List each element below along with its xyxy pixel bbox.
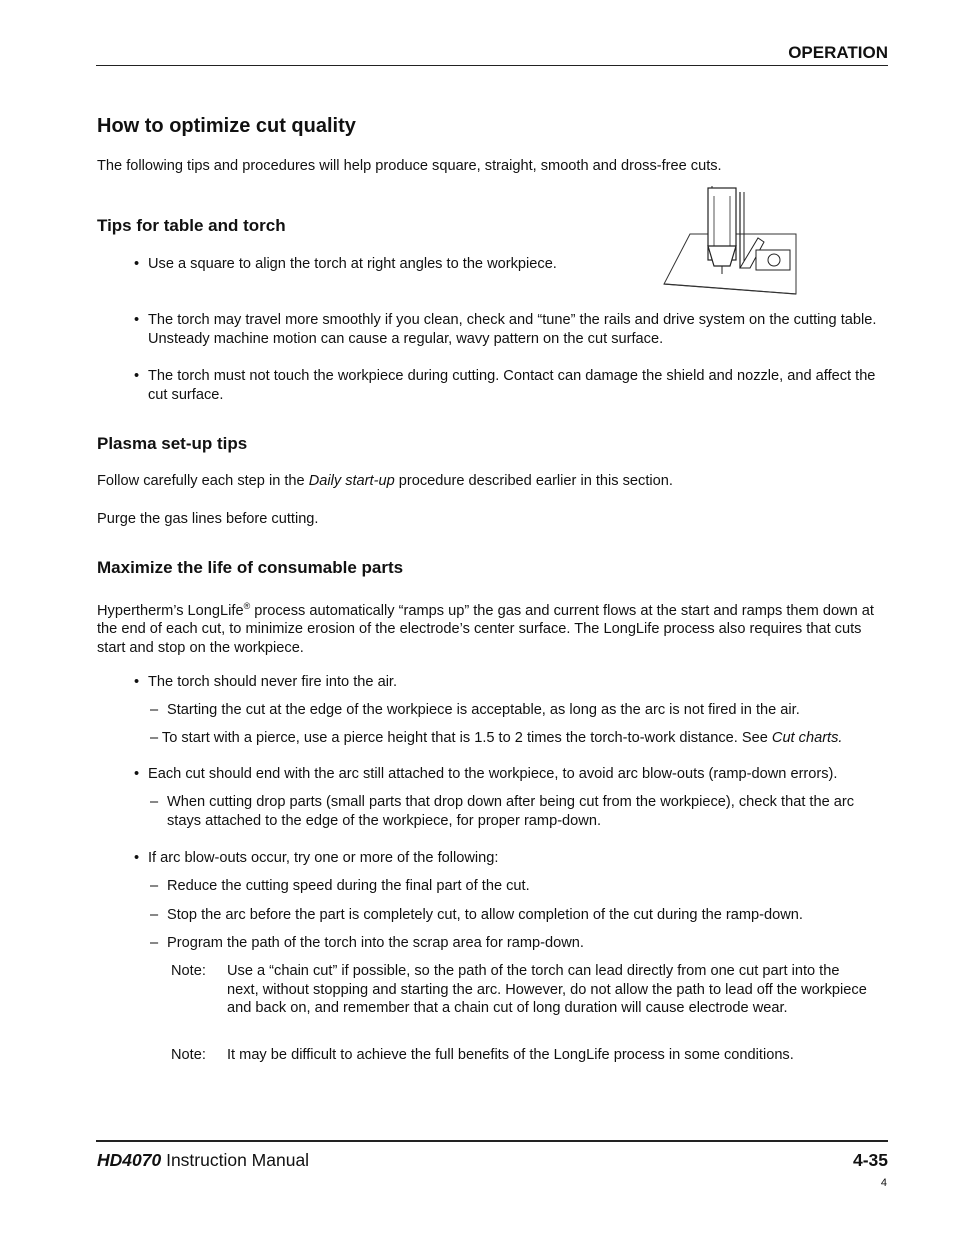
list-item: • If arc blow-outs occur, try one or more of the following: bbox=[134, 850, 499, 866]
sub-list-item: – When cutting drop parts (small parts that drop down after being cut from the workpiece), check that the arc stays attached to the edge of the workpiece, for proper ramp-down. bbox=[150, 794, 855, 829]
list-item: • Use a square to align the torch at right angles to the workpiece. bbox=[134, 256, 557, 272]
header-rule bbox=[96, 65, 888, 66]
sheet-number: 4 bbox=[880, 1177, 887, 1189]
sub-list-item: – Starting the cut at the edge of the workpiece is acceptable, as long as the arc is not fired in the air. bbox=[150, 702, 800, 718]
sub-list-item: – Program the path of the torch into the scrap area for ramp-down. bbox=[150, 935, 584, 951]
plasma-line-2: Purge the gas lines before cutting. bbox=[97, 511, 319, 527]
sub-list-item: – Stop the arc before the part is completely cut, to allow completion of the cut during the ramp-down. bbox=[150, 907, 803, 923]
longlife-paragraph: Hypertherm’s LongLife® process automatically “ramps up” the gas and current flows at the start and ramps them down at the end of each cut, to minimize erosion of the electrode’s center surface. The LongLife process also requires that cuts start and stop on the workpiece. bbox=[97, 601, 874, 657]
sub-list-item: – To start with a pierce, use a pierce height that is 1.5 to 2 times the torch-to-work distance. See Cut charts. bbox=[150, 730, 843, 746]
torch-square-illustration bbox=[660, 186, 800, 296]
section-header: OPERATION bbox=[788, 43, 888, 62]
note-chain-cut: Note: Use a “chain cut” if possible, so the path of the torch can lead directly from one cut part into the next, without stopping and starting the arc. However, do not allow the path to lead off the workpiece and back on, and remember that a chain cut of long duration will cause electrode wear. bbox=[171, 963, 867, 1017]
page-number: 4-35 bbox=[852, 1150, 888, 1170]
note-longlife: Note: It may be difficult to achieve the full benefits of the LongLife process in some conditions. bbox=[171, 1047, 794, 1063]
list-item: • The torch should never fire into the air. bbox=[134, 674, 398, 690]
heading-plasma-setup: Plasma set-up tips bbox=[97, 434, 248, 453]
page-title: How to optimize cut quality bbox=[97, 115, 356, 137]
sub-list-item: – Reduce the cutting speed during the final part of the cut. bbox=[150, 878, 530, 894]
heading-tips-table: Tips for table and torch bbox=[97, 216, 286, 235]
intro-text: The following tips and procedures will help produce square, straight, smooth and dross-free cuts. bbox=[97, 158, 722, 174]
list-item: • Each cut should end with the arc still attached to the workpiece, to avoid arc blow-outs (ramp-down errors). bbox=[134, 766, 838, 782]
list-item: • The torch may travel more smoothly if you clean, check and “tune” the rails and drive system on the cutting table. Unsteady machine motion can cause a regular, wavy pattern on the cut surface. bbox=[134, 312, 877, 347]
plasma-line-1: Follow carefully each step in the Daily start-up procedure described earlier in this section. bbox=[97, 473, 673, 489]
list-item: • The torch must not touch the workpiece during cutting. Contact can damage the shield and nozzle, and affect the cut surface. bbox=[134, 368, 876, 403]
heading-consumables: Maximize the life of consumable parts bbox=[97, 558, 404, 577]
footer-rule bbox=[96, 1140, 888, 1142]
footer-manual-title: HD4070 Instruction Manual bbox=[97, 1150, 310, 1170]
